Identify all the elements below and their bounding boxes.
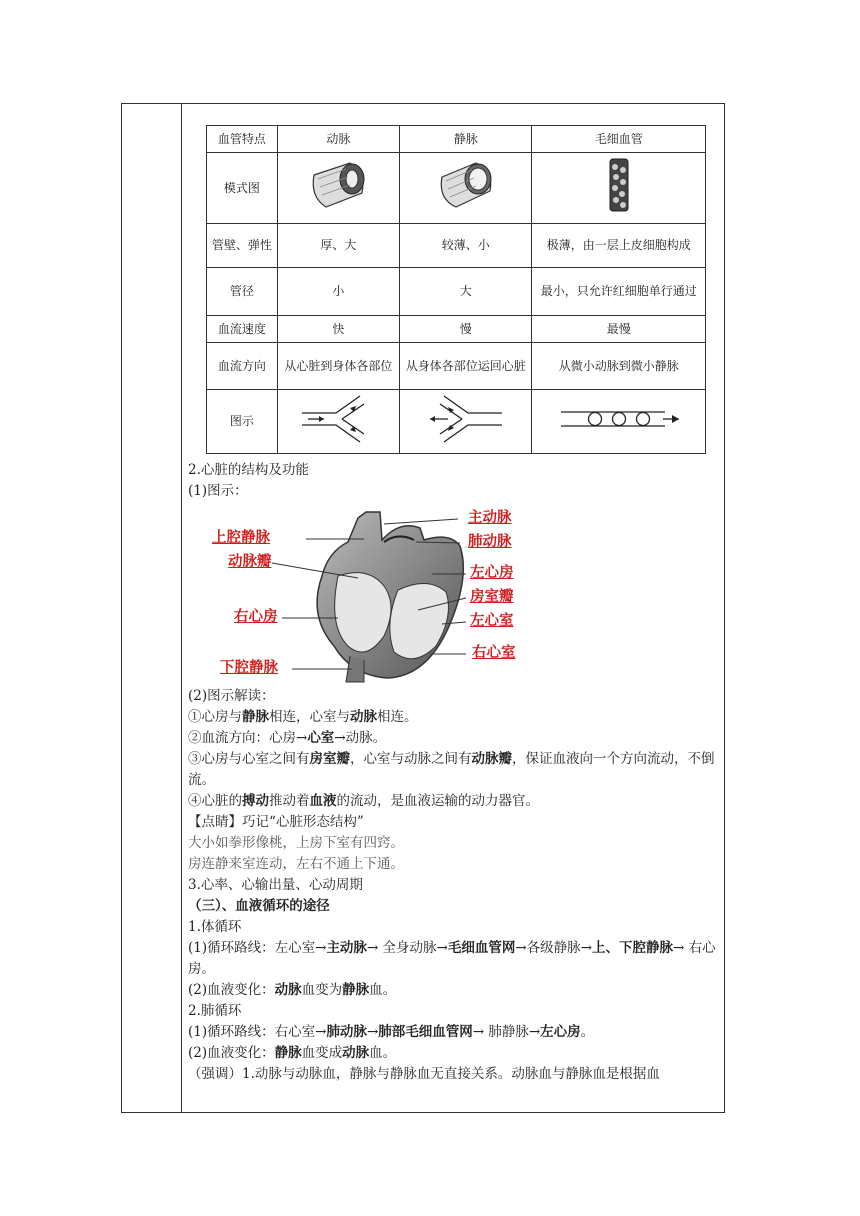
header-cell: 血管特点	[207, 126, 278, 153]
header-cell: 动脉	[277, 126, 399, 153]
paragraph: (2)血液变化：动脉血变为静脉血。	[188, 982, 397, 998]
table-cell: 从心脏到身体各部位	[277, 343, 399, 390]
table-cell: 从微小动脉到微小静脉	[532, 343, 706, 390]
table-cell: 极薄，由一层上皮细胞构成	[532, 224, 706, 268]
heart-diagram	[188, 506, 718, 684]
capillary-model-image	[532, 153, 706, 224]
vein-cross-section-icon	[434, 157, 498, 213]
table-cell: 厚、大	[277, 224, 399, 268]
vein-model-image	[400, 153, 532, 224]
vein-flow-diagram	[400, 390, 532, 454]
table-row	[207, 343, 706, 390]
table-row	[207, 153, 706, 224]
table-cell: 从身体各部位运回心脏	[400, 343, 532, 390]
table-row	[207, 316, 706, 343]
artery-cross-section-icon	[306, 157, 370, 213]
label-left-atrium: 左心房	[470, 565, 514, 581]
header-cell: 毛细血管	[532, 126, 706, 153]
row-label: 模式图	[207, 153, 278, 224]
section-title: 1.体循环	[188, 919, 242, 935]
label-pulmonary-artery: 肺动脉	[468, 534, 512, 550]
label-inferior-vena-cava: 下腔静脉	[220, 660, 278, 676]
table-cell: 大	[400, 268, 532, 316]
table-cell: 较薄、小	[400, 224, 532, 268]
label-atrioventricular-valve: 房室瓣	[470, 589, 514, 605]
table-row	[207, 224, 706, 268]
text-body	[188, 460, 718, 1085]
paragraph: ③心房与心室之间有房室瓣，心室与动脉之间有动脉瓣，保证血液向一个方向流动，不倒流。	[188, 751, 715, 788]
tip-title: 【点睛】巧记“心脏形态结构”	[188, 814, 364, 830]
row-label: 血流方向	[207, 343, 278, 390]
artery-flow-diagram	[277, 390, 399, 454]
row-label: 血流速度	[207, 316, 278, 343]
table-header-row	[207, 126, 706, 153]
row-label: 图示	[207, 390, 278, 454]
table-cell: 快	[277, 316, 399, 343]
subsection-label: (1)图示：	[188, 483, 248, 499]
paragraph: ①心房与静脉相连，心室与动脉相连。	[188, 709, 418, 725]
tip-line: 大小如拳形像桃，上房下室有四窍。	[188, 835, 404, 851]
label-superior-vena-cava: 上腔静脉	[212, 530, 270, 546]
paragraph: (2)血液变化：静脉血变成动脉血。	[188, 1045, 397, 1061]
blood-vessel-table	[206, 125, 706, 454]
note-paragraph: （强调）1.动脉与动脉血，静脉与静脉血无直接关系。动脉血与静脉血是根据血	[188, 1066, 660, 1082]
table-cell: 最小，只允许红细胞单行通过	[532, 268, 706, 316]
label-semilunar-valve: 动脉瓣	[228, 554, 272, 570]
paragraph: (1)循环路线：右心室→肺动脉→肺部毛细血管网→ 肺静脉→左心房。	[188, 1024, 595, 1040]
artery-branch-arrows-icon	[300, 394, 376, 444]
subsection-label: (2)图示解读：	[188, 688, 275, 704]
paragraph: (1)循环路线：左心室→主动脉→ 全身动脉→毛细血管网→各级静脉→上、下腔静脉→ 右心房。	[188, 940, 716, 977]
table-cell: 最慢	[532, 316, 706, 343]
table-row	[207, 390, 706, 454]
section-title: 3.心率、心输出量、心动周期	[188, 877, 363, 893]
section-title: 2.肺循环	[188, 1003, 242, 1019]
paragraph: ④心脏的搏动推动着血液的流动，是血液运输的动力器官。	[188, 793, 539, 809]
capillary-single-file-arrow-icon	[557, 404, 681, 434]
table-cell: 小	[277, 268, 399, 316]
label-aorta: 主动脉	[468, 510, 512, 526]
row-label: 管壁、弹性	[207, 224, 278, 268]
column-divider	[181, 104, 182, 1112]
label-right-ventricle: 右心室	[472, 645, 516, 661]
chapter-heading: （三）、血液循环的途径	[188, 898, 330, 914]
vein-merge-arrows-icon	[428, 394, 504, 444]
capillary-flow-diagram	[532, 390, 706, 454]
tip-line: 房连静来室连动，左右不通上下通。	[188, 856, 404, 872]
paragraph: ②血流方向：心房→心室→动脉。	[188, 730, 387, 746]
artery-model-image	[277, 153, 399, 224]
capillary-tube-icon	[604, 155, 634, 215]
section-title: 2.心脏的结构及功能	[188, 462, 309, 478]
label-left-ventricle: 左心室	[470, 613, 514, 629]
label-right-atrium: 右心房	[234, 609, 278, 625]
header-cell: 静脉	[400, 126, 532, 153]
table-row	[207, 268, 706, 316]
row-label: 管径	[207, 268, 278, 316]
table-cell: 慢	[400, 316, 532, 343]
